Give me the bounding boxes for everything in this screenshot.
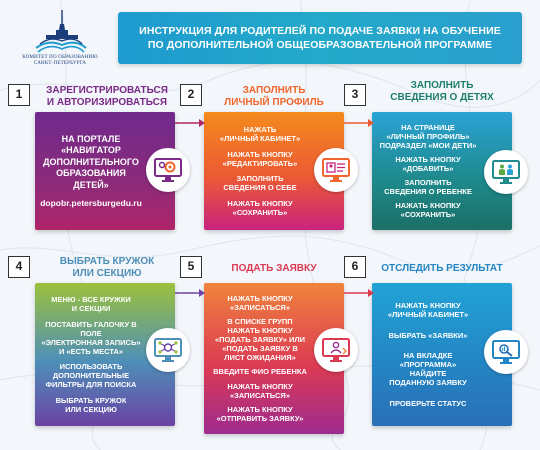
step-6-line-6: НАЙДИТЕ [409, 369, 447, 379]
step-5-line-8: ВВЕДИТЕ ФИО РЕБЕНКА [213, 367, 307, 377]
step-3-number: 3 [344, 84, 366, 106]
step-5-line-4: НАЖАТЬ КНОПКУ [227, 326, 293, 336]
step-5-line-2: «ЗАПИСАТЬСЯ» [229, 303, 290, 313]
step-4-number: 4 [8, 256, 30, 278]
step-3-line-8: НАЖАТЬ КНОПКУ [395, 201, 461, 210]
step-6-number: 6 [344, 256, 366, 278]
step-3-line-7: СВЕДЕНИЯ О РЕБЕНКЕ [384, 187, 472, 196]
step-3-line-9: «СОХРАНИТЬ» [400, 210, 456, 219]
step-2-number: 2 [180, 84, 202, 106]
step-2-line-7: НАЖАТЬ КНОПКУ [227, 199, 293, 209]
step-3-line-5: «ДОБАВИТЬ» [402, 164, 454, 173]
step-4-line-5: «ЭЛЕКТРОННАЯ ЗАПИСЬ» [41, 337, 141, 347]
step-4-line-11: ИЛИ СЕКЦИЮ [65, 404, 117, 414]
step-3-line-6: ЗАПОЛНИТЬ [404, 178, 452, 187]
portal-url: dopobr.petersburgedu.ru [40, 198, 142, 209]
step-6-title-line-1: ОТСЛЕДИТЬ РЕЗУЛЬТАТ [381, 263, 503, 274]
step-3-line-1: НА СТРАНИЦЕ [401, 123, 455, 132]
step-4-line-8: ДОПОЛНИТЕЛЬНЫЕ [52, 371, 130, 381]
admiralty-book-logo-icon [32, 8, 88, 54]
monitor-profile-icon [314, 148, 358, 192]
step-3-line-3: ПОДРАЗДЕЛ «МОИ ДЕТИ» [379, 141, 477, 150]
monitor-network-icon [146, 328, 190, 372]
step-2-line-5: ЗАПОЛНИТЬ [236, 174, 284, 184]
step-6-title [372, 263, 512, 275]
step-5-line-9: НАЖАТЬ КНОПКУ [227, 381, 293, 391]
logo-line-2: САНКТ-ПЕТЕРБУРГА [33, 61, 87, 66]
step-3-title-line-1: ЗАПОЛНИТЬ [410, 80, 474, 91]
step-5-line-3: В СПИСКЕ ГРУПП [227, 317, 293, 327]
step-1-number: 1 [8, 84, 30, 106]
arrow-step-1-to-2-icon [175, 116, 205, 130]
arrow-step-2-to-3-icon [344, 116, 374, 130]
step-4-line-6: И «ЕСТЬ МЕСТА» [58, 346, 124, 356]
step-4-line-1: МЕНЮ - ВСЕ КРУЖКИ [51, 295, 131, 305]
step-1-line-3: ДОПОЛНИТЕЛЬНОГО [43, 156, 139, 167]
monitor-user-icon [314, 328, 358, 372]
step-4-line-9: ФИЛЬТРЫ ДЛЯ ПОИСКА [45, 380, 137, 390]
logo-line-1: КОМИТЕТ ПО ОБРАЗОВАНИЮ [22, 55, 98, 60]
monitor-children-icon [484, 150, 528, 194]
header-line-2: ПО ДОПОЛНИТЕЛЬНОЙ ОБЩЕОБРАЗОВАТЕЛЬНОЙ ПРОГРАММЕ [147, 39, 493, 51]
step-1-title-line-1: ЗАРЕГИСТРИРОВАТЬСЯ [46, 85, 168, 96]
step-5-line-6: «ПОДАТЬ ЗАЯВКУ В [222, 344, 298, 354]
step-6-line-2: «ЛИЧНЫЙ КАБИНЕТ» [387, 309, 469, 319]
step-2-line-3: НАЖАТЬ КНОПКУ [227, 149, 293, 159]
step-2-line-8: «СОХРАНИТЬ» [232, 208, 288, 218]
step-3-title [372, 80, 512, 104]
step-4-line-4: ПОЛЕ [80, 328, 102, 338]
step-5-line-10: «ЗАПИСАТЬСЯ» [229, 390, 290, 400]
step-5-line-7: ЛИСТ ОЖИДАНИЯ» [224, 353, 296, 363]
arrow-step-4-to-5-icon [175, 286, 205, 300]
step-5-title-line-1: ПОДАТЬ ЗАЯВКУ [231, 263, 317, 274]
step-2-line-2: «ЛИЧНЫЙ КАБИНЕТ» [219, 133, 301, 143]
step-5-line-12: «ОТПРАВИТЬ ЗАЯВКУ» [216, 413, 304, 423]
step-4-title-line-1: ВЫБРАТЬ КРУЖОК [59, 256, 155, 267]
step-6-line-7: ПОДАННУЮ ЗАЯВКУ [389, 378, 467, 388]
monitor-gear-icon [146, 148, 190, 192]
step-2-title-line-1: ЗАПОЛНИТЬ [242, 85, 306, 96]
step-6-line-8: ПРОВЕРЬТЕ СТАТУС [389, 399, 467, 409]
step-6-line-3: ВЫБРАТЬ «ЗАЯВКИ» [388, 330, 468, 340]
instruction-header [118, 12, 522, 64]
step-4-title [38, 256, 176, 280]
step-1-line-2: «НАВИГАТОР [61, 145, 121, 156]
step-2-title [205, 85, 343, 109]
step-3-line-2: «ЛИЧНЫЙ ПРОФИЛЬ» [386, 132, 470, 141]
monitor-search-icon [484, 330, 528, 374]
step-1-title [38, 85, 176, 109]
step-1-line-1: НА ПОРТАЛЕ [61, 133, 121, 144]
step-2-line-1: НАЖАТЬ [243, 124, 277, 134]
step-4-line-10: ВЫБРАТЬ КРУЖОК [55, 395, 127, 405]
step-6-line-1: НАЖАТЬ КНОПКУ [395, 300, 461, 310]
step-5-number: 5 [180, 256, 202, 278]
step-5-line-5: «ПОДАТЬ ЗАЯВКУ» ИЛИ [214, 335, 306, 345]
step-6-line-4: НА ВКЛАДКЕ [403, 351, 453, 361]
step-1-title-line-2: И АВТОРИЗИРОВАТЬСЯ [46, 97, 168, 108]
step-5-line-11: НАЖАТЬ КНОПКУ [227, 404, 293, 414]
step-4-title-line-2: ИЛИ СЕКЦИЮ [72, 268, 142, 279]
step-3-line-4: НАЖАТЬ КНОПКУ [395, 155, 461, 164]
step-3-title-line-2: СВЕДЕНИЯ О ДЕТЯХ [390, 92, 494, 103]
step-1-line-4: ОБРАЗОВАНИЯ [56, 168, 126, 179]
step-2-line-4: «РЕДАКТИРОВАТЬ» [222, 158, 298, 168]
arrow-step-5-to-6-icon [344, 286, 374, 300]
step-1-line-5: ДЕТЕЙ» [73, 179, 109, 190]
step-4-line-3: ПОСТАВИТЬ ГАЛОЧКУ В [45, 319, 137, 329]
step-4-line-2: И СЕКЦИИ [71, 304, 111, 314]
header-line-1: ИНСТРУКЦИЯ ДЛЯ РОДИТЕЛЕЙ ПО ПОДАЧЕ ЗАЯВКИ НА ОБУЧЕНИЕ [139, 25, 501, 37]
committee-logo [14, 8, 106, 68]
step-5-title [205, 263, 343, 275]
step-2-title-line-2: ЛИЧНЫЙ ПРОФИЛЬ [224, 97, 324, 108]
step-5-line-1: НАЖАТЬ КНОПКУ [227, 294, 293, 304]
step-4-line-7: ИСПОЛЬЗОВАТЬ [59, 362, 123, 372]
step-6-line-5: «ПРОГРАММА» [399, 360, 457, 370]
step-2-line-6: СВЕДЕНИЯ О СЕБЕ [223, 183, 297, 193]
